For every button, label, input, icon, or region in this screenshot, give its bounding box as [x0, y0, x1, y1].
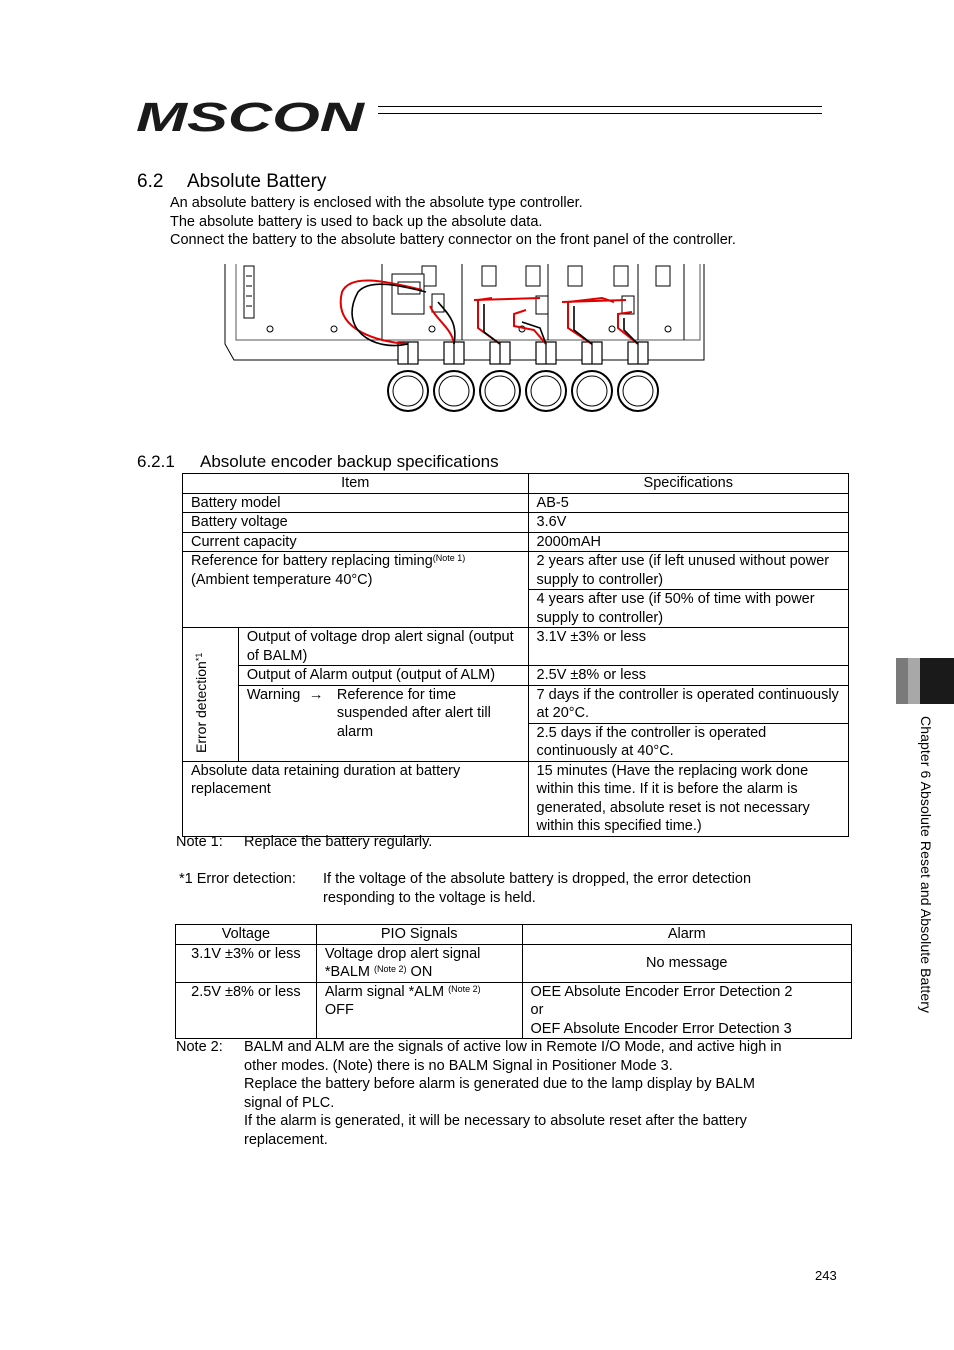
cell-item: Output of Alarm output (output of ALM)	[238, 666, 528, 686]
table-row	[176, 982, 852, 1039]
note-text: responding to the voltage is held.	[323, 889, 536, 906]
cell-spec: 7 days if the controller is operated continuously at 20°C.	[528, 685, 848, 723]
intro-line: The absolute battery is used to back up the absolute data.	[170, 214, 543, 230]
cell-alarm	[522, 982, 851, 1039]
warning-desc: Reference for time suspended after alert till alarm	[336, 686, 491, 740]
note-2	[176, 1038, 782, 1149]
header-rule	[378, 106, 822, 107]
subsection-title	[137, 452, 499, 472]
table-row	[183, 493, 849, 513]
connector-stub	[490, 342, 510, 364]
table-row	[183, 666, 849, 686]
cell-pio	[316, 982, 522, 1039]
alarm-text: OEF Absolute Encoder Error Detection 3	[530, 1020, 792, 1037]
pio-table	[175, 924, 852, 1039]
section-number: 6.2	[137, 171, 164, 192]
battery-cell	[388, 371, 428, 411]
connector-stub	[536, 342, 556, 364]
error-detection-label	[193, 652, 209, 753]
note-label: Note 1:	[176, 834, 223, 850]
cell-item: Battery model	[183, 493, 529, 513]
pio-state: ON	[410, 964, 433, 980]
cell-item: Absolute data retaining duration at battery replacement	[183, 761, 529, 836]
connector-stub	[444, 342, 464, 364]
cell-spec: 2000mAH	[528, 532, 848, 552]
subsection-number: 6.2.1	[137, 452, 175, 471]
page-number: 243	[815, 1268, 837, 1283]
cell-spec: 2.5 days if the controller is operated continuously at 40°C.	[528, 723, 848, 761]
note-text: If the voltage of the absolute battery is dropped, the error detection	[323, 871, 752, 887]
battery-cell	[526, 371, 566, 411]
cell-item: Output of voltage drop alert signal (output of BALM)	[238, 628, 528, 666]
spec-table	[182, 473, 849, 837]
battery-connection-diagram	[222, 262, 708, 416]
table-row	[183, 761, 849, 836]
connector-stub	[582, 342, 602, 364]
battery-cell	[618, 371, 658, 411]
cell-spec: 3.6V	[528, 513, 848, 533]
cell-spec: 2.5V ±8% or less	[528, 666, 848, 686]
cell-item	[238, 685, 528, 761]
battery-cell	[572, 371, 612, 411]
note-label: *1 Error detection:	[179, 871, 296, 887]
replace-timing-label: Reference for battery replacing timing	[191, 553, 433, 569]
col-header-spec: Specifications	[528, 474, 848, 494]
table-row	[183, 628, 849, 666]
table-row	[183, 474, 849, 494]
note-text: Replace the battery before alarm is generated due to the lamp display by BALM	[244, 1076, 756, 1092]
intro-line: An absolute battery is enclosed with the absolute type controller.	[170, 195, 583, 211]
chapter-tab-shade	[908, 658, 920, 704]
alarm-text: OEE Absolute Encoder Error Detection 2	[530, 983, 793, 1000]
cell-voltage: 3.1V ±3% or less	[176, 944, 317, 982]
note-text: replacement.	[244, 1131, 328, 1148]
note-ref: (Note 1)	[432, 553, 466, 563]
warning-label: Warning	[246, 686, 301, 703]
cell-pio	[316, 944, 522, 982]
note-text: If the alarm is generated, it will be necessary to absolute reset after the battery	[244, 1113, 747, 1129]
replace-timing-condition: (Ambient temperature 40°C)	[191, 571, 373, 588]
note-text: Replace the battery regularly.	[244, 834, 433, 850]
cell-spec: AB-5	[528, 493, 848, 513]
pio-signal: Alarm signal *ALM	[324, 983, 445, 1000]
mscon-logo	[136, 96, 368, 136]
battery-cell	[434, 371, 474, 411]
note-ref: (Note 2)	[448, 983, 481, 994]
error-detection-text: Error detection	[193, 660, 209, 753]
section-title	[137, 171, 326, 193]
col-header-pio: PIO Signals	[316, 925, 522, 945]
mscon-logo-text: MSCON	[136, 96, 367, 136]
cell-spec: 15 minutes (Have the replacing work done within this time. If it is before the alarm is generated, absolute reset is not necessary within this specified time.)	[528, 761, 848, 836]
note-ref: (Note 2)	[374, 964, 407, 974]
intro-line: Connect the battery to the absolute battery connector on the front panel of the controller.	[170, 232, 736, 248]
cell-spec: 4 years after use (if 50% of time with power supply to controller)	[528, 590, 848, 628]
cell-voltage: 2.5V ±8% or less	[176, 982, 317, 1039]
cell-alarm: No message	[522, 944, 851, 982]
cell-item: Current capacity	[183, 532, 529, 552]
pio-text: Voltage drop alert signal	[324, 945, 481, 962]
cell-spec: 3.1V ±3% or less	[528, 628, 848, 666]
table-row	[183, 685, 849, 723]
cell-spec: 2 years after use (if left unused without power supply to controller)	[528, 552, 848, 590]
note-text: BALM and ALM are the signals of active low in Remote I/O Mode, and active high in	[244, 1039, 782, 1055]
note-text: other modes. (Note) there is no BALM Signal in Positioner Mode 3.	[244, 1057, 673, 1074]
table-row	[183, 513, 849, 533]
col-header-item: Item	[183, 474, 529, 494]
note-label: Note 2:	[176, 1039, 223, 1055]
table-row	[183, 552, 849, 590]
table-row	[176, 925, 852, 945]
header-rule	[378, 113, 822, 114]
alarm-text: or	[530, 1002, 544, 1018]
note-1	[176, 833, 432, 852]
cell-item: Battery voltage	[183, 513, 529, 533]
table-row	[176, 944, 852, 982]
chapter-side-label: Chapter 6 Absolute Reset and Absolute Battery	[918, 716, 934, 1014]
col-header-alarm: Alarm	[522, 925, 851, 945]
arrow-icon: →	[308, 686, 324, 703]
pio-signal: *BALM	[324, 964, 370, 980]
note-error-detection	[179, 870, 751, 907]
pio-state: OFF	[324, 1002, 354, 1018]
subsection-title-text: Absolute encoder backup specifications	[200, 452, 499, 471]
table-row	[183, 532, 849, 552]
section-title-text: Absolute Battery	[187, 171, 327, 192]
connector-stub	[628, 342, 648, 364]
battery-cell	[480, 371, 520, 411]
cell-item	[183, 552, 529, 628]
error-detection-cell	[183, 628, 239, 762]
col-header-voltage: Voltage	[176, 925, 317, 945]
red-wires	[341, 280, 638, 344]
note-ref: *1	[194, 652, 204, 661]
note-text: signal of PLC.	[244, 1094, 335, 1111]
